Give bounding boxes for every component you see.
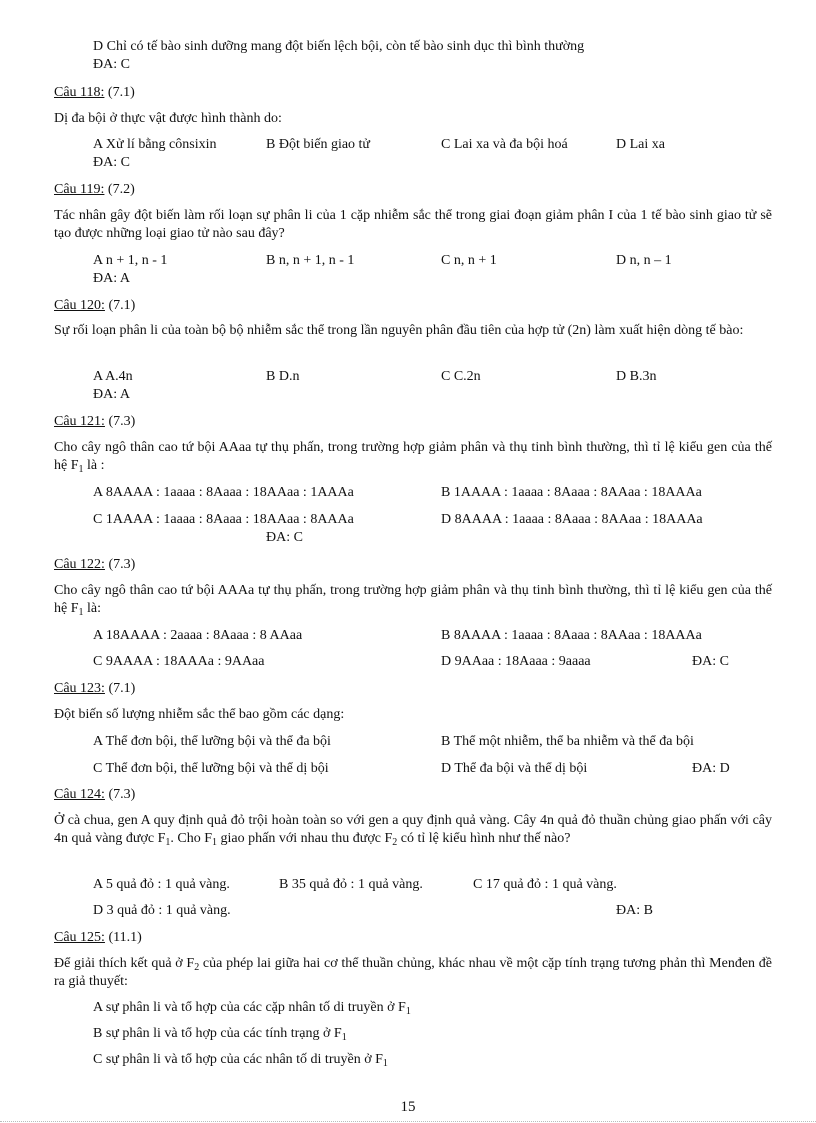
question-code: (11.1) bbox=[104, 930, 142, 945]
question-118-text: Dị đa bội ở thực vật được hình thành do: bbox=[54, 111, 282, 126]
text-part: Cho cây ngô thân cao tứ bội AAaa tự thụ phấn, trong trường hợp giảm phân và thụ tinh bình thường, thì tỉ lệ kiểu gen của thế hệ F bbox=[54, 440, 772, 473]
option-a bbox=[93, 999, 411, 1017]
question-120-text: Sự rối loạn phân li của toàn bộ bộ nhiễm sắc thể trong lần nguyên phân đầu tiên của hợp tử (2n) làm xuất hiện dòng tế bào: bbox=[54, 323, 744, 338]
option-d: D B.3n bbox=[616, 369, 657, 384]
option-a: A 18AAAA : 2aaaa : 8Aaaa : 8 AAaa bbox=[93, 628, 303, 643]
question-119-text: Tác nhân gây đột biến làm rối loạn sự phân li của 1 cặp nhiễm sắc thể trong giai đoạn giảm phân I của 1 tế bào sinh giao tử sẽ tạo được những loại giao tử nào sau đây? bbox=[54, 208, 772, 241]
answer: ĐA: C bbox=[692, 654, 729, 669]
question-121-heading bbox=[54, 413, 135, 431]
answer: ĐA: D bbox=[692, 761, 730, 776]
option-b: B n, n + 1, n - 1 bbox=[266, 253, 355, 268]
option-c: C 17 quả đỏ : 1 quả vàng. bbox=[473, 877, 617, 892]
answer-prev: ĐA: C bbox=[93, 57, 130, 72]
answer: ĐA: B bbox=[616, 903, 653, 918]
text-part: là: bbox=[83, 601, 101, 616]
answer: ĐA: C bbox=[93, 155, 130, 170]
option-c: C C.2n bbox=[441, 369, 481, 384]
option-d: D n, n – 1 bbox=[616, 253, 672, 268]
question-119-heading bbox=[54, 181, 135, 199]
question-code: (7.1) bbox=[104, 85, 135, 100]
option-c: C Thể đơn bội, thể lưỡng bội và thể dị bội bbox=[93, 761, 329, 776]
option-d: D Lai xa bbox=[616, 137, 665, 152]
option-b: B 35 quả đỏ : 1 quả vàng. bbox=[279, 877, 423, 892]
question-code: (7.1) bbox=[104, 681, 136, 696]
question-125-heading bbox=[54, 929, 142, 947]
question-number: Câu 121: bbox=[54, 414, 105, 429]
option-b: B Đột biến giao tử bbox=[266, 137, 371, 152]
option-b: B 1AAAA : 1aaaa : 8Aaaa : 8AAaa : 18AAAa bbox=[441, 485, 702, 500]
question-number: Câu 119: bbox=[54, 182, 105, 197]
question-123-text: Đột biến số lượng nhiễm sắc thể bao gồm các dạng: bbox=[54, 707, 345, 722]
question-code: (7.3) bbox=[104, 557, 136, 572]
question-120-heading bbox=[54, 297, 135, 315]
option-text: A sự phân li và tổ hợp của các cặp nhân tố di truyền ở F bbox=[93, 1000, 406, 1015]
option-b: B Thể một nhiễm, thể ba nhiễm và thể đa bội bbox=[441, 734, 694, 749]
text-part: giao phấn với nhau thu được F bbox=[217, 831, 393, 846]
option-a: A Thể đơn bội, thể lưỡng bội và thể đa bội bbox=[93, 734, 331, 749]
question-number: Câu 120: bbox=[54, 298, 105, 313]
question-121-text bbox=[54, 439, 772, 475]
option-a: A 5 quả đỏ : 1 quả vàng. bbox=[93, 877, 230, 892]
option-b: B D.n bbox=[266, 369, 300, 384]
option-a: A 8AAAA : 1aaaa : 8Aaaa : 18AAaa : 1AAAa bbox=[93, 485, 354, 500]
subscript: 1 bbox=[212, 837, 218, 848]
question-123-heading bbox=[54, 680, 135, 698]
answer: ĐA: A bbox=[93, 387, 130, 402]
question-code: (7.3) bbox=[104, 787, 136, 802]
option-a: A Xử lí bằng cônsixin bbox=[93, 137, 217, 152]
subscript: 1 bbox=[405, 1006, 411, 1017]
subscript: 2 bbox=[392, 837, 398, 848]
question-number: Câu 125: bbox=[54, 930, 105, 945]
question-124-heading bbox=[54, 786, 135, 804]
subscript: 2 bbox=[194, 962, 200, 973]
text-part: Cho cây ngô thân cao tứ bội AAAa tự thụ phấn, trong trường hợp giảm phân và thụ tinh bình thường, thì tỉ lệ kiểu gen của thế hệ F bbox=[54, 583, 772, 616]
option-d: D 9AAaa : 18Aaaa : 9aaaa bbox=[441, 654, 591, 669]
page-number: 15 bbox=[400, 1099, 416, 1115]
answer: ĐA: C bbox=[266, 530, 303, 545]
option-text: B sự phân li và tổ hợp của các tính trạng ở F bbox=[93, 1026, 342, 1041]
option-a: A A.4n bbox=[93, 369, 133, 384]
question-code: (7.1) bbox=[104, 298, 136, 313]
option-b: B 8AAAA : 1aaaa : 8Aaaa : 8AAaa : 18AAAa bbox=[441, 628, 702, 643]
text-part: Để giải thích kết quả ở F bbox=[54, 956, 195, 971]
option-c: C 1AAAA : 1aaaa : 8Aaaa : 18AAaa : 8AAAa bbox=[93, 512, 354, 527]
question-number: Câu 118: bbox=[54, 85, 105, 100]
option-c: C Lai xa và đa bội hoá bbox=[441, 137, 568, 152]
text-part: của phép lai giữa hai cơ thể thuần chủng, khác nhau về một cặp tính trạng tương phản thì Menđen đề ra giả thuyết: bbox=[54, 956, 772, 989]
question-number: Câu 123: bbox=[54, 681, 105, 696]
question-118-heading bbox=[54, 84, 135, 102]
option-b bbox=[93, 1025, 347, 1043]
question-122-heading bbox=[54, 556, 135, 574]
option-d-prev: D Chỉ có tế bào sinh dưỡng mang đột biến lệch bội, còn tế bào sinh dục thì bình thường bbox=[93, 39, 585, 54]
option-d: D 8AAAA : 1aaaa : 8Aaaa : 8AAaa : 18AAAa bbox=[441, 512, 703, 527]
text-part: có tỉ lệ kiểu hình như thế nào? bbox=[397, 831, 571, 846]
text-part: là : bbox=[83, 458, 105, 473]
text-part: . Cho F bbox=[170, 831, 213, 846]
option-d: D Thể đa bội và thể dị bội bbox=[441, 761, 588, 776]
subscript: 1 bbox=[382, 1058, 388, 1069]
option-a: A n + 1, n - 1 bbox=[93, 253, 168, 268]
answer: ĐA: A bbox=[93, 271, 130, 286]
question-122-text bbox=[54, 582, 772, 618]
subscript: 1 bbox=[165, 837, 171, 848]
subscript: 1 bbox=[78, 607, 84, 618]
question-124-text bbox=[54, 812, 772, 848]
question-code: (7.3) bbox=[104, 414, 136, 429]
question-code: (7.2) bbox=[104, 182, 135, 197]
text-part: Ở cà chua, gen A quy định quả đỏ trội hoàn toàn so với gen a quy định quả vàng. Cây 4n quả đỏ thuần chủng giao phấn với cây 4n quả vàng được F bbox=[54, 813, 772, 846]
question-125-text bbox=[54, 955, 772, 991]
subscript: 1 bbox=[341, 1032, 347, 1043]
option-c: C 9AAAA : 18AAAa : 9AAaa bbox=[93, 654, 265, 669]
question-number: Câu 124: bbox=[54, 787, 105, 802]
option-d: D 3 quả đỏ : 1 quả vàng. bbox=[93, 903, 231, 918]
footer-divider bbox=[0, 1121, 816, 1122]
option-c: C n, n + 1 bbox=[441, 253, 497, 268]
option-text: C sự phân li và tổ hợp của các nhân tố di truyền ở F bbox=[93, 1052, 383, 1067]
option-c bbox=[93, 1051, 388, 1069]
question-number: Câu 122: bbox=[54, 557, 105, 572]
subscript: 1 bbox=[78, 464, 84, 475]
